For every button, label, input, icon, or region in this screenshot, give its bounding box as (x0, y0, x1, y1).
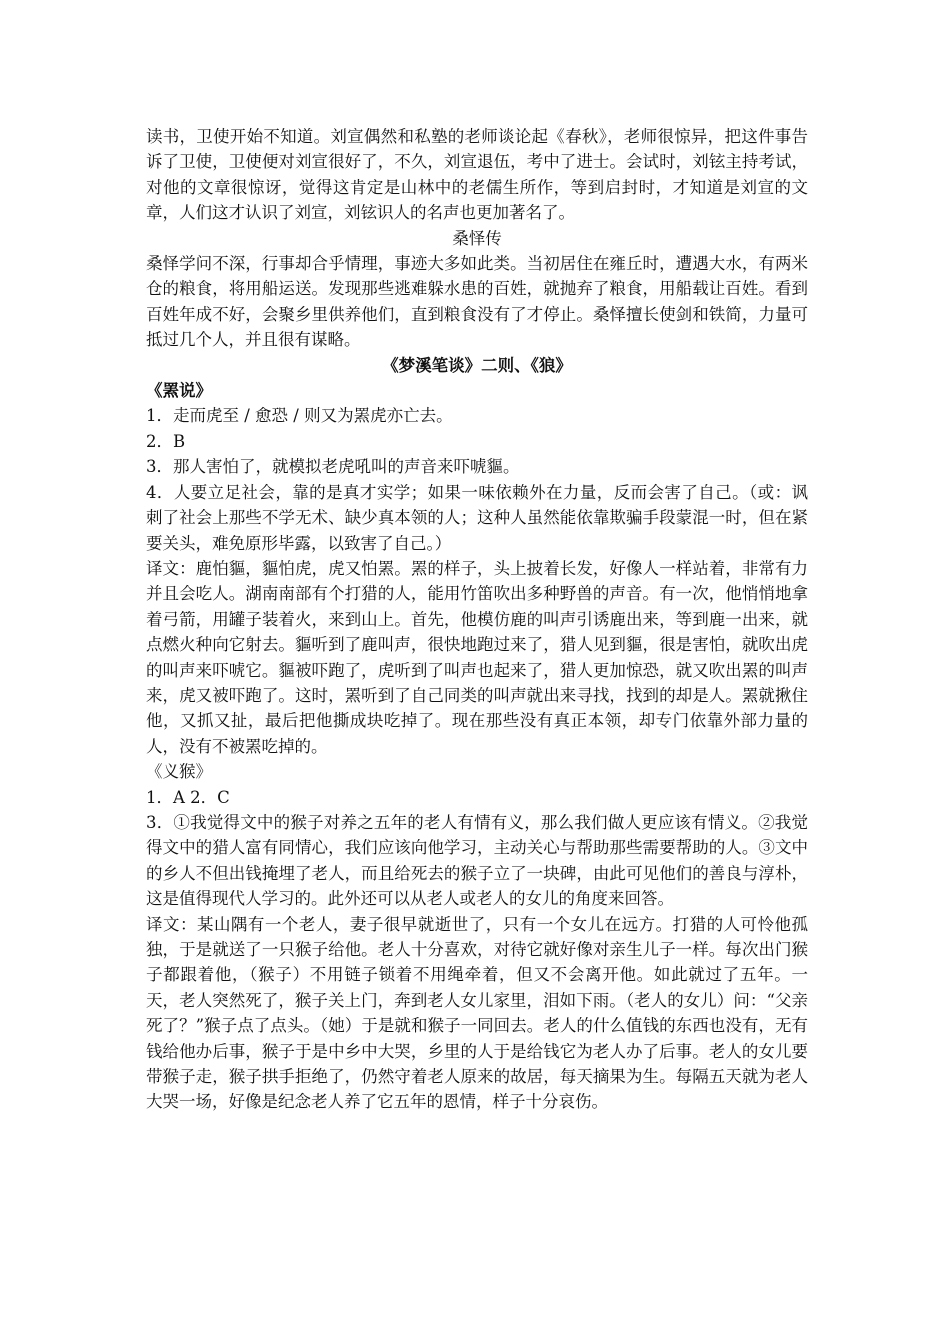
section-heading: 《梦溪笔谈》二则、《狼》 (382, 355, 572, 375)
pi-shuo-heading: 《罴说》 (146, 381, 212, 401)
yihou-heading: 《义猴》 (146, 762, 212, 782)
sangyi-heading: 桑怿传 (452, 228, 502, 248)
document-page (146, 124, 808, 1115)
liuxuan-translation-paragraph: 读书，卫使开始不知道。刘宣偶然和私塾的老师谈论起《春秋》，老师很惊异，把这件事告诉了卫使，卫使便对刘宣很好了，不久，刘宣退伍，考中了进士。会试时，刘铉主持考试，对他的文章很惊讶，觉得这肯定是山林中的老儒生所作，等到启封时，才知道是刘宣的文章，人们这才认识了刘宣，刘铉识人的名声也更加著名了。 (146, 127, 808, 223)
yihou-translation-paragraph: 译文：某山隅有一个老人，妻子很早就逝世了，只有一个女儿在远方。打猎的人可怜他孤独，于是就送了一只猴子给他。老人十分喜欢，对待它就好像对亲生儿子一样。每次出门猴子都跟着他，（猴子）不用链子锁着不用绳牵着，但又不会离开他。如此就过了五年。一天，老人突然死了，猴子关上门，奔到老人女儿家里，泪如下雨。（老人的女儿）问：“父亲死了？”猴子点了点头。（她）于是就和猴子一同回去。老人的什么值钱的东西也没有，无有钱给他办后事，猴子于是中乡中大哭，乡里的人于是给钱它为老人办了后事。老人的女儿要带猴子走，猴子拱手拒绝了，仍然守着老人原来的故居，每天摘果为生。每隔五天就为老人大哭一场，好像是纪念老人养了它五年的恩情，样子十分哀伤。 (146, 914, 808, 1112)
yihou-answer-1-2: 1．A 2．C (146, 787, 230, 807)
pi-answer-3: 3．那人害怕了，就模拟老虎吼叫的声音来吓唬貙。 (146, 457, 520, 477)
pi-answer-1: 1．走而虎至 / 愈恐 / 则又为罴虎亦亡去。 (146, 406, 453, 426)
sangyi-translation-paragraph: 桑怿学问不深，行事却合乎情理，事迹大多如此类。当初居住在雍丘时，遭遇大水，有两米仓的粮食，将用船运送。发现那些逃难躲水患的百姓，就抛弃了粮食，用船载让百姓。看到百姓年成不好，会聚乡里供养他们，直到粮食没有了才停止。桑怿擅长使剑和铁简，力量可抵过几个人，并且很有谋略。 (146, 254, 808, 350)
pi-answer-2: 2．B (146, 431, 186, 451)
yihou-answer-3: 3．①我觉得文中的猴子对养之五年的老人有情有义，那么我们做人更应该有情义。②我觉得文中的猎人富有同情心，我们应该向他学习，主动关心与帮助那些需要帮助的人。③文中的乡人不但出钱掩埋了老人，而且给死去的猴子立了一块碑，由此可见他们的善良与淳朴，这是值得现代人学习的。此外还可以从老人或老人的女儿的角度来回答。 (146, 812, 808, 909)
pi-answer-4: 4．人要立足社会，靠的是真才实学；如果一味依赖外在力量，反而会害了自己。（或：讽刺了社会上那些不学无术、缺少真本领的人；这种人虽然能依靠欺骗手段蒙混一时，但在紧要关头，难免原形毕露，以致害了自己。） (146, 482, 808, 553)
pi-translation-paragraph: 译文：鹿怕貙，貙怕虎，虎又怕罴。罴的样子，头上披着长发，好像人一样站着，非常有力并且会吃人。湖南南部有个打猎的人，能用竹笛吹出多种野兽的声音。有一次，他悄悄地拿着弓箭，用罐子装着火，来到山上。首先，他模仿鹿的叫声引诱鹿出来，等到鹿一出来，就点燃火种向它射去。貙听到了鹿叫声，很快地跑过来了，猎人见到貙，很是害怕，就吹出虎的叫声来吓唬它。貙被吓跑了，虎听到了叫声也起来了，猎人更加惊恐，就又吹出罴的叫声来，虎又被吓跑了。这时，罴听到了自己同类的叫声就出来寻找，找到的却是人。罴就揪住他，又抓又扯，最后把他撕成块吃掉了。现在那些没有真正本领，却专门依靠外部力量的人，没有不被罴吃掉的。 (146, 558, 808, 756)
